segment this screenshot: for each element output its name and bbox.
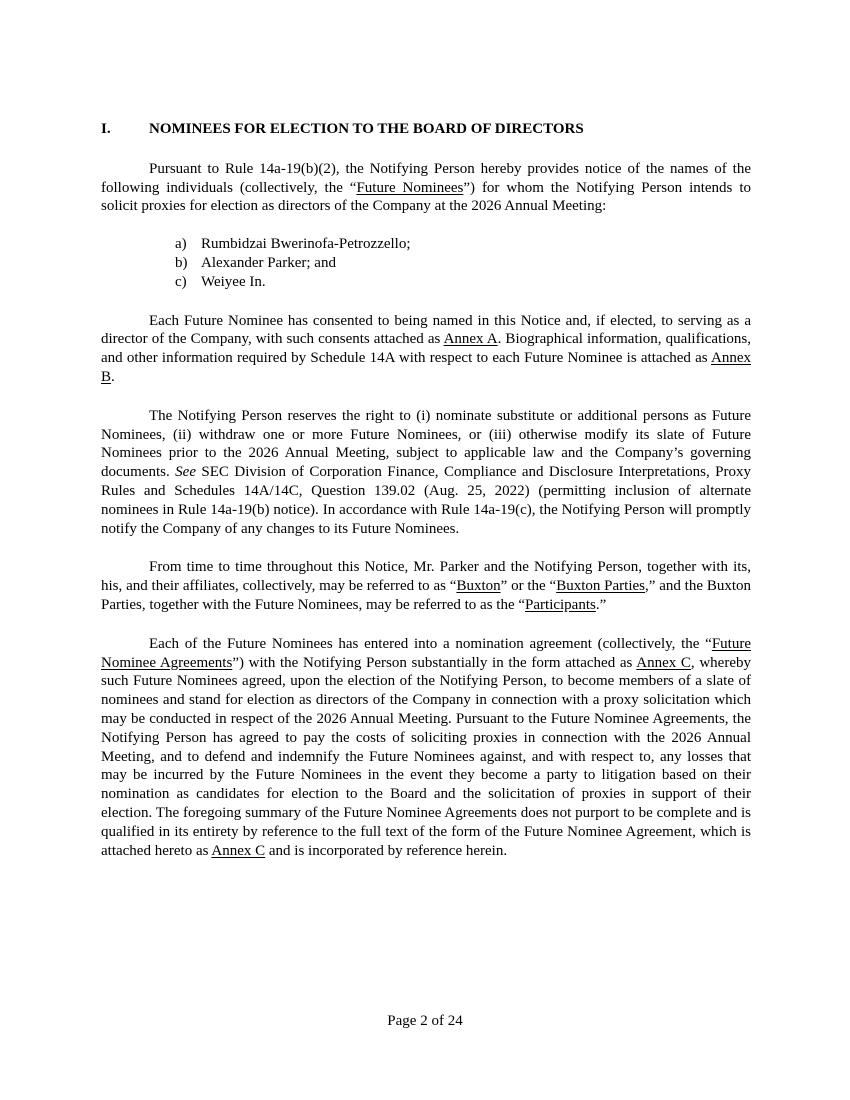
text-run: The Notifying Person reserves the right to (i) nominate substitute or additional persons as Future Nominees, (ii) withdraw one or more Future Nominees, or (iii) otherwise modify its slate of Future Nominees prior to the 2026 Annual Meeting, subject to applicable law and the Company’s governing documents. [101, 407, 751, 481]
list-marker: a) [175, 236, 187, 253]
section-number: I. [101, 121, 111, 137]
annex-c-reference: Annex C [211, 842, 266, 859]
document-page [101, 120, 751, 880]
list-item [175, 235, 751, 254]
defined-term-participants: Participants [525, 596, 596, 613]
annex-b-reference: Annex B [101, 350, 751, 385]
text-run: ” or the “ [500, 578, 557, 595]
defined-term-buxton: Buxton [456, 578, 501, 595]
text-run: Each of the Future Nominees has entered into a nomination agreement (collectively, the “ [149, 635, 712, 652]
annex-a-reference: Annex A [443, 331, 498, 348]
text-run: . [111, 368, 115, 385]
defined-term-future-nominee-agreements: Future Nominee Agreements [101, 635, 751, 671]
paragraph-definitions [101, 558, 751, 614]
text-run: ”) for whom the Notifying Person intends to solicit proxies for election as directors of the Company at the 2026 Annual Meeting: [101, 179, 751, 215]
list-item [175, 254, 751, 273]
annex-c-reference: Annex C [636, 654, 691, 671]
text-run: Pursuant to Rule 14a-19(b)(2), the Notifying Person hereby provides notice of the names of the following individuals (collectively, the “ [101, 160, 751, 196]
list-item [175, 273, 751, 292]
paragraph-notice [101, 160, 751, 216]
text-run: Each Future Nominee has consented to being named in this Notice and, if elected, to serving as a director of the Company, with such consents attached as [101, 312, 751, 348]
text-run: and is incorporated by reference herein. [265, 842, 508, 859]
citation-signal: See [175, 464, 196, 481]
section-title: NOMINEES FOR ELECTION TO THE BOARD OF DIRECTORS [149, 121, 584, 137]
text-run: , whereby such Future Nominees agreed, upon the election of the Notifying Person, to become members of a slate of nominees and stand for election as directors of the Company in connection with a proxy solicitation which may be conducted in respect of the 2026 Annual Meeting. Pursuant to the Future Nominee Agreements, the Notifying Person has agreed to pay the costs of soliciting proxies in connection with the 2026 Annual Meeting, and to defend and indemnify the Future Nominees against, and with respect to, any losses that may be incurred by the Future Nominees in the event they become a party to litigation based on their nomination as candidates for election to the Board and the solicitation of proxies in support of their election. The foregoing summary of the Future Nominee Agreements does not purport to be complete and is qualified in its entirety by reference to the full text of the form of the Future Nominee Agreement, which is attached hereto as [101, 654, 751, 859]
nominee-list [101, 235, 751, 291]
nominee-name: Alexander Parker; and [201, 254, 336, 271]
text-run: ,” and the Buxton Parties, together with the Future Nominees, may be referred to as the “ [101, 578, 751, 613]
defined-term-future-nominees: Future Nominees [356, 179, 464, 196]
text-run: From time to time throughout this Notice, Mr. Parker and the Notifying Person, together with its, his, and their affiliates, collectively, may be referred to as “ [101, 559, 751, 595]
nominee-name: Rumbidzai Bwerinofa-Petrozzello; [201, 236, 411, 253]
text-run: . Biographical information, qualifications, and other information required by Schedule 14A with respect to each Future Nominee is attached as [101, 331, 751, 367]
paragraph-agreements [101, 635, 751, 861]
text-run: SEC Division of Corporation Finance, Compliance and Disclosure Interpretations, Proxy Rules and Schedules 14A/14C, Question 139.02 (Aug. 25, 2022) (permitting inclusion of alternate nominees in Rule 14a-19(b) notice). In accordance with Rule 14a-19(c), the Notifying Person will promptly notify the Company of any changes to its Future Nominees. [101, 464, 751, 537]
nominee-name: Weiyee In. [201, 273, 266, 290]
paragraph-consent [101, 312, 751, 387]
section-heading [101, 120, 751, 139]
defined-term-buxton-parties: Buxton Parties [556, 578, 645, 595]
text-run: .” [595, 596, 607, 613]
list-marker: b) [175, 254, 188, 271]
paragraph-reservation [101, 407, 751, 539]
page-number: Page 2 of 24 [387, 1013, 463, 1029]
text-run: ”) with the Notifying Person substantially in the form attached as [232, 654, 637, 671]
list-marker: c) [175, 273, 187, 290]
